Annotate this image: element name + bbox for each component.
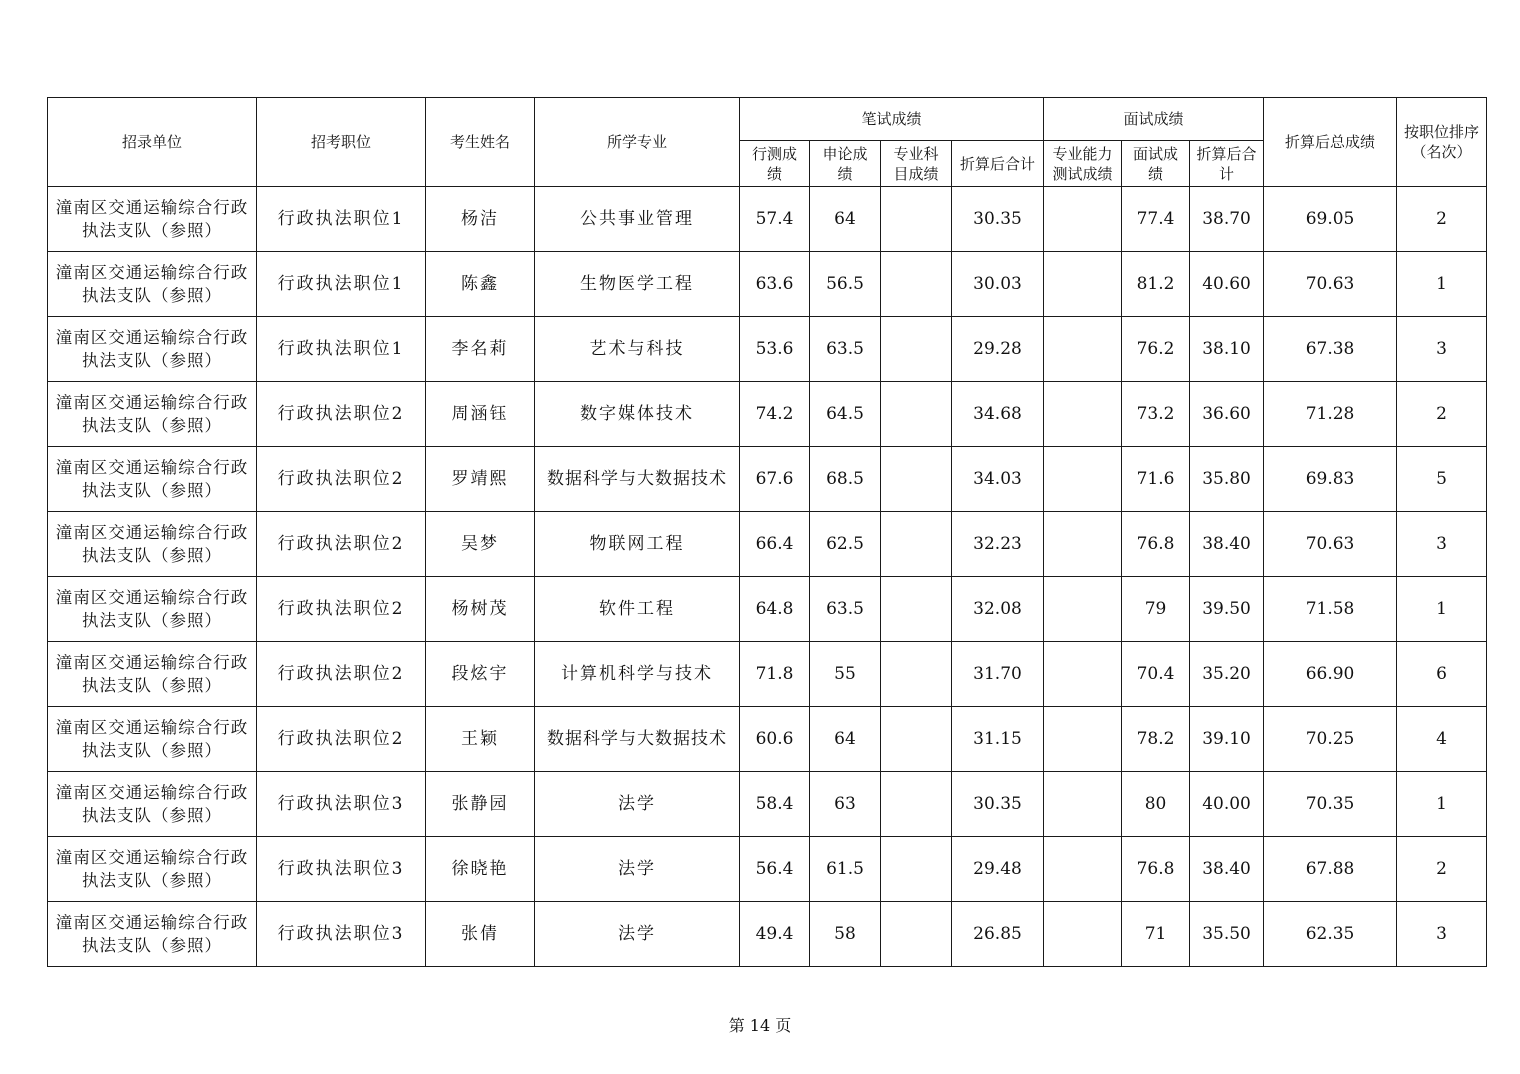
header-shenlun: 申论成绩 bbox=[810, 141, 881, 187]
cell-shenlun: 58 bbox=[810, 902, 881, 967]
cell-interview-total: 36.60 bbox=[1190, 382, 1264, 447]
cell-major: 法学 bbox=[535, 902, 740, 967]
cell-xingce: 53.6 bbox=[740, 317, 810, 382]
cell-written-total: 34.68 bbox=[952, 382, 1044, 447]
cell-interview-score: 80 bbox=[1122, 772, 1190, 837]
cell-major: 生物医学工程 bbox=[535, 252, 740, 317]
cell-shenlun: 62.5 bbox=[810, 512, 881, 577]
cell-shenlun: 63.5 bbox=[810, 577, 881, 642]
cell-professional-subject bbox=[881, 512, 952, 577]
cell-interview-score: 77.4 bbox=[1122, 187, 1190, 252]
cell-position: 行政执法职位1 bbox=[257, 187, 426, 252]
cell-major: 法学 bbox=[535, 837, 740, 902]
cell-professional-ability bbox=[1044, 772, 1122, 837]
cell-position: 行政执法职位1 bbox=[257, 317, 426, 382]
header-interview-score: 面试成绩 bbox=[1122, 141, 1190, 187]
cell-interview-score: 76.2 bbox=[1122, 317, 1190, 382]
header-xingce: 行测成绩 bbox=[740, 141, 810, 187]
cell-professional-ability bbox=[1044, 187, 1122, 252]
cell-name: 周涵钰 bbox=[426, 382, 535, 447]
cell-interview-total: 40.00 bbox=[1190, 772, 1264, 837]
cell-written-total: 29.28 bbox=[952, 317, 1044, 382]
cell-xingce: 64.8 bbox=[740, 577, 810, 642]
cell-name: 罗靖熙 bbox=[426, 447, 535, 512]
cell-name: 杨树茂 bbox=[426, 577, 535, 642]
table-row bbox=[48, 187, 1487, 252]
cell-professional-ability bbox=[1044, 252, 1122, 317]
cell-xingce: 57.4 bbox=[740, 187, 810, 252]
header-professional-ability: 专业能力测试成绩 bbox=[1044, 141, 1122, 187]
cell-position: 行政执法职位2 bbox=[257, 447, 426, 512]
cell-unit: 潼南区交通运输综合行政执法支队（参照） bbox=[48, 317, 257, 382]
cell-unit: 潼南区交通运输综合行政执法支队（参照） bbox=[48, 837, 257, 902]
cell-interview-score: 76.8 bbox=[1122, 512, 1190, 577]
cell-written-total: 30.35 bbox=[952, 187, 1044, 252]
header-rank: 按职位排序（名次） bbox=[1397, 98, 1487, 187]
cell-xingce: 63.6 bbox=[740, 252, 810, 317]
cell-major: 数据科学与大数据技术 bbox=[535, 707, 740, 772]
cell-xingce: 56.4 bbox=[740, 837, 810, 902]
cell-rank: 5 bbox=[1397, 447, 1487, 512]
cell-xingce: 71.8 bbox=[740, 642, 810, 707]
cell-professional-subject bbox=[881, 902, 952, 967]
cell-position: 行政执法职位3 bbox=[257, 837, 426, 902]
cell-shenlun: 68.5 bbox=[810, 447, 881, 512]
cell-professional-ability bbox=[1044, 382, 1122, 447]
score-table-container bbox=[47, 97, 1486, 967]
cell-final-total: 70.63 bbox=[1264, 512, 1397, 577]
table-row bbox=[48, 707, 1487, 772]
cell-rank: 2 bbox=[1397, 382, 1487, 447]
header-interview-group: 面试成绩 bbox=[1044, 98, 1264, 141]
table-header bbox=[48, 98, 1487, 187]
cell-position: 行政执法职位3 bbox=[257, 902, 426, 967]
table-row bbox=[48, 252, 1487, 317]
table-row bbox=[48, 837, 1487, 902]
cell-unit: 潼南区交通运输综合行政执法支队（参照） bbox=[48, 902, 257, 967]
cell-professional-subject bbox=[881, 772, 952, 837]
header-interview-total: 折算后合计 bbox=[1190, 141, 1264, 187]
cell-unit: 潼南区交通运输综合行政执法支队（参照） bbox=[48, 642, 257, 707]
cell-professional-ability bbox=[1044, 317, 1122, 382]
cell-professional-ability bbox=[1044, 577, 1122, 642]
cell-position: 行政执法职位2 bbox=[257, 382, 426, 447]
cell-interview-total: 35.50 bbox=[1190, 902, 1264, 967]
cell-professional-ability bbox=[1044, 902, 1122, 967]
cell-rank: 3 bbox=[1397, 317, 1487, 382]
cell-name: 李名莉 bbox=[426, 317, 535, 382]
cell-professional-subject bbox=[881, 707, 952, 772]
cell-final-total: 66.90 bbox=[1264, 642, 1397, 707]
cell-interview-score: 79 bbox=[1122, 577, 1190, 642]
cell-major: 法学 bbox=[535, 772, 740, 837]
cell-shenlun: 61.5 bbox=[810, 837, 881, 902]
cell-name: 陈鑫 bbox=[426, 252, 535, 317]
cell-position: 行政执法职位1 bbox=[257, 252, 426, 317]
cell-position: 行政执法职位2 bbox=[257, 577, 426, 642]
cell-interview-total: 35.20 bbox=[1190, 642, 1264, 707]
cell-written-total: 30.03 bbox=[952, 252, 1044, 317]
cell-position: 行政执法职位2 bbox=[257, 512, 426, 577]
cell-rank: 2 bbox=[1397, 837, 1487, 902]
cell-interview-total: 39.10 bbox=[1190, 707, 1264, 772]
cell-unit: 潼南区交通运输综合行政执法支队（参照） bbox=[48, 512, 257, 577]
header-unit: 招录单位 bbox=[48, 98, 257, 187]
cell-final-total: 71.28 bbox=[1264, 382, 1397, 447]
cell-position: 行政执法职位2 bbox=[257, 707, 426, 772]
cell-final-total: 67.38 bbox=[1264, 317, 1397, 382]
table-body bbox=[48, 187, 1487, 967]
page-number: 第 14 页 bbox=[728, 1016, 792, 1035]
cell-interview-score: 70.4 bbox=[1122, 642, 1190, 707]
header-position: 招考职位 bbox=[257, 98, 426, 187]
cell-xingce: 49.4 bbox=[740, 902, 810, 967]
header-major: 所学专业 bbox=[535, 98, 740, 187]
cell-name: 王颖 bbox=[426, 707, 535, 772]
cell-name: 吴梦 bbox=[426, 512, 535, 577]
cell-xingce: 66.4 bbox=[740, 512, 810, 577]
cell-written-total: 29.48 bbox=[952, 837, 1044, 902]
cell-interview-total: 39.50 bbox=[1190, 577, 1264, 642]
cell-unit: 潼南区交通运输综合行政执法支队（参照） bbox=[48, 707, 257, 772]
cell-unit: 潼南区交通运输综合行政执法支队（参照） bbox=[48, 382, 257, 447]
cell-rank: 6 bbox=[1397, 642, 1487, 707]
cell-rank: 2 bbox=[1397, 187, 1487, 252]
header-name: 考生姓名 bbox=[426, 98, 535, 187]
cell-xingce: 67.6 bbox=[740, 447, 810, 512]
score-table bbox=[47, 97, 1487, 967]
cell-xingce: 60.6 bbox=[740, 707, 810, 772]
cell-professional-subject bbox=[881, 317, 952, 382]
table-row bbox=[48, 382, 1487, 447]
cell-professional-subject bbox=[881, 382, 952, 447]
cell-written-total: 31.15 bbox=[952, 707, 1044, 772]
cell-major: 公共事业管理 bbox=[535, 187, 740, 252]
cell-name: 段炫宇 bbox=[426, 642, 535, 707]
cell-written-total: 32.23 bbox=[952, 512, 1044, 577]
cell-professional-ability bbox=[1044, 642, 1122, 707]
cell-interview-total: 38.40 bbox=[1190, 837, 1264, 902]
cell-major: 数据科学与大数据技术 bbox=[535, 447, 740, 512]
cell-name: 徐晓艳 bbox=[426, 837, 535, 902]
cell-professional-subject bbox=[881, 837, 952, 902]
cell-name: 张倩 bbox=[426, 902, 535, 967]
cell-unit: 潼南区交通运输综合行政执法支队（参照） bbox=[48, 577, 257, 642]
cell-professional-ability bbox=[1044, 837, 1122, 902]
cell-interview-total: 38.70 bbox=[1190, 187, 1264, 252]
cell-shenlun: 63 bbox=[810, 772, 881, 837]
cell-final-total: 70.63 bbox=[1264, 252, 1397, 317]
cell-rank: 1 bbox=[1397, 772, 1487, 837]
cell-major: 软件工程 bbox=[535, 577, 740, 642]
cell-written-total: 34.03 bbox=[952, 447, 1044, 512]
cell-written-total: 30.35 bbox=[952, 772, 1044, 837]
cell-interview-total: 40.60 bbox=[1190, 252, 1264, 317]
cell-shenlun: 64 bbox=[810, 187, 881, 252]
cell-name: 张静园 bbox=[426, 772, 535, 837]
cell-name: 杨洁 bbox=[426, 187, 535, 252]
cell-interview-score: 71 bbox=[1122, 902, 1190, 967]
cell-written-total: 31.70 bbox=[952, 642, 1044, 707]
cell-unit: 潼南区交通运输综合行政执法支队（参照） bbox=[48, 772, 257, 837]
header-final-total: 折算后总成绩 bbox=[1264, 98, 1397, 187]
cell-interview-score: 71.6 bbox=[1122, 447, 1190, 512]
cell-unit: 潼南区交通运输综合行政执法支队（参照） bbox=[48, 252, 257, 317]
cell-xingce: 74.2 bbox=[740, 382, 810, 447]
cell-interview-score: 76.8 bbox=[1122, 837, 1190, 902]
table-row bbox=[48, 902, 1487, 967]
cell-unit: 潼南区交通运输综合行政执法支队（参照） bbox=[48, 447, 257, 512]
cell-final-total: 69.05 bbox=[1264, 187, 1397, 252]
cell-interview-total: 35.80 bbox=[1190, 447, 1264, 512]
cell-position: 行政执法职位3 bbox=[257, 772, 426, 837]
cell-shenlun: 55 bbox=[810, 642, 881, 707]
cell-major: 计算机科学与技术 bbox=[535, 642, 740, 707]
cell-professional-ability bbox=[1044, 447, 1122, 512]
cell-final-total: 67.88 bbox=[1264, 837, 1397, 902]
cell-major: 物联网工程 bbox=[535, 512, 740, 577]
cell-shenlun: 63.5 bbox=[810, 317, 881, 382]
table-row bbox=[48, 577, 1487, 642]
cell-rank: 3 bbox=[1397, 512, 1487, 577]
cell-rank: 4 bbox=[1397, 707, 1487, 772]
cell-professional-subject bbox=[881, 187, 952, 252]
cell-professional-subject bbox=[881, 577, 952, 642]
table-row bbox=[48, 772, 1487, 837]
cell-final-total: 70.35 bbox=[1264, 772, 1397, 837]
cell-interview-score: 73.2 bbox=[1122, 382, 1190, 447]
header-professional-subject: 专业科目成绩 bbox=[881, 141, 952, 187]
cell-unit: 潼南区交通运输综合行政执法支队（参照） bbox=[48, 187, 257, 252]
table-row bbox=[48, 317, 1487, 382]
header-written-total: 折算后合计 bbox=[952, 141, 1044, 187]
cell-shenlun: 64 bbox=[810, 707, 881, 772]
cell-shenlun: 56.5 bbox=[810, 252, 881, 317]
table-row bbox=[48, 512, 1487, 577]
cell-position: 行政执法职位2 bbox=[257, 642, 426, 707]
header-written-group: 笔试成绩 bbox=[740, 98, 1044, 141]
cell-interview-score: 78.2 bbox=[1122, 707, 1190, 772]
cell-professional-ability bbox=[1044, 707, 1122, 772]
cell-xingce: 58.4 bbox=[740, 772, 810, 837]
cell-interview-total: 38.10 bbox=[1190, 317, 1264, 382]
cell-written-total: 32.08 bbox=[952, 577, 1044, 642]
cell-professional-subject bbox=[881, 447, 952, 512]
cell-major: 艺术与科技 bbox=[535, 317, 740, 382]
cell-shenlun: 64.5 bbox=[810, 382, 881, 447]
table-row bbox=[48, 447, 1487, 512]
cell-final-total: 71.58 bbox=[1264, 577, 1397, 642]
cell-major: 数字媒体技术 bbox=[535, 382, 740, 447]
cell-professional-subject bbox=[881, 642, 952, 707]
cell-final-total: 62.35 bbox=[1264, 902, 1397, 967]
cell-rank: 1 bbox=[1397, 252, 1487, 317]
cell-professional-subject bbox=[881, 252, 952, 317]
cell-interview-total: 38.40 bbox=[1190, 512, 1264, 577]
cell-rank: 1 bbox=[1397, 577, 1487, 642]
cell-written-total: 26.85 bbox=[952, 902, 1044, 967]
cell-rank: 3 bbox=[1397, 902, 1487, 967]
cell-interview-score: 81.2 bbox=[1122, 252, 1190, 317]
cell-final-total: 69.83 bbox=[1264, 447, 1397, 512]
cell-professional-ability bbox=[1044, 512, 1122, 577]
table-row bbox=[48, 642, 1487, 707]
cell-final-total: 70.25 bbox=[1264, 707, 1397, 772]
